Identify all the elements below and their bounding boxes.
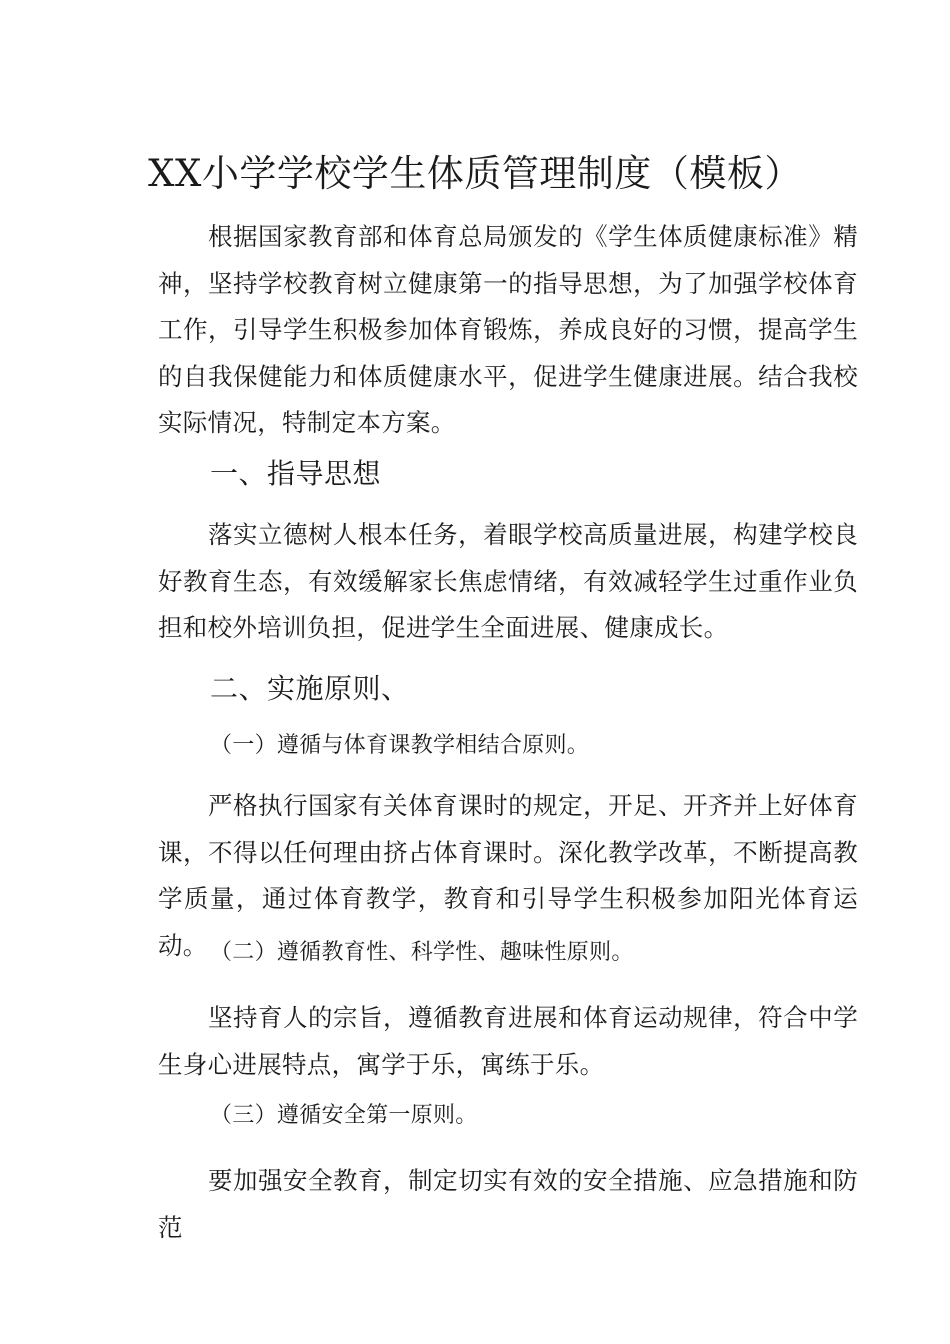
section-2-heading: 二、实施原则、 <box>210 672 410 705</box>
section-1-heading: 一、指导思想 <box>210 457 382 490</box>
principle-1-subheading: （一）遵循与体育课教学相结合原则。 <box>210 733 590 758</box>
intro-paragraph: 根据国家教育部和体育总局颁发的《学生体质健康标准》精神，坚持学校教育树立健康第一的指导思想，为了加强学校体育工作，引导学生积极参加体育锻炼，养成良好的习惯，提高学生的自我保健能力和体质健康水平，促进学生健康进展。结合我校实际情况，特制定本方案。 <box>158 222 858 437</box>
principle-1-body: 严格执行国家有关体育课时的规定，开足、开齐并上好体育课，不得以任何理由挤占体育课时。深化教学改革，不断提高教学质量，通过体育教学，教育和引导学生积极参加阳光体育运动。 <box>158 791 858 960</box>
principle-2-subheading: （二）遵循教育性、科学性、趣味性原则。 <box>210 940 634 965</box>
principle-2-body: 坚持育人的宗旨，遵循教育进展和体育运动规律，符合中学生身心进展特点，寓学于乐，寓练于乐。 <box>158 1003 858 1079</box>
principle-3-body: 要加强安全教育，制定切实有效的安全措施、应急措施和防范 <box>158 1166 858 1242</box>
section-1-body: 落实立德树人根本任务，着眼学校高质量进展，构建学校良好教育生态，有效缓解家长焦虑情绪，有效减轻学生过重作业负担和校外培训负担，促进学生全面进展、健康成长。 <box>158 520 858 642</box>
principle-3-subheading: （三）遵循安全第一原则。 <box>210 1103 478 1128</box>
document-title: XX小学学校学生体质管理制度（模板） <box>148 152 802 195</box>
